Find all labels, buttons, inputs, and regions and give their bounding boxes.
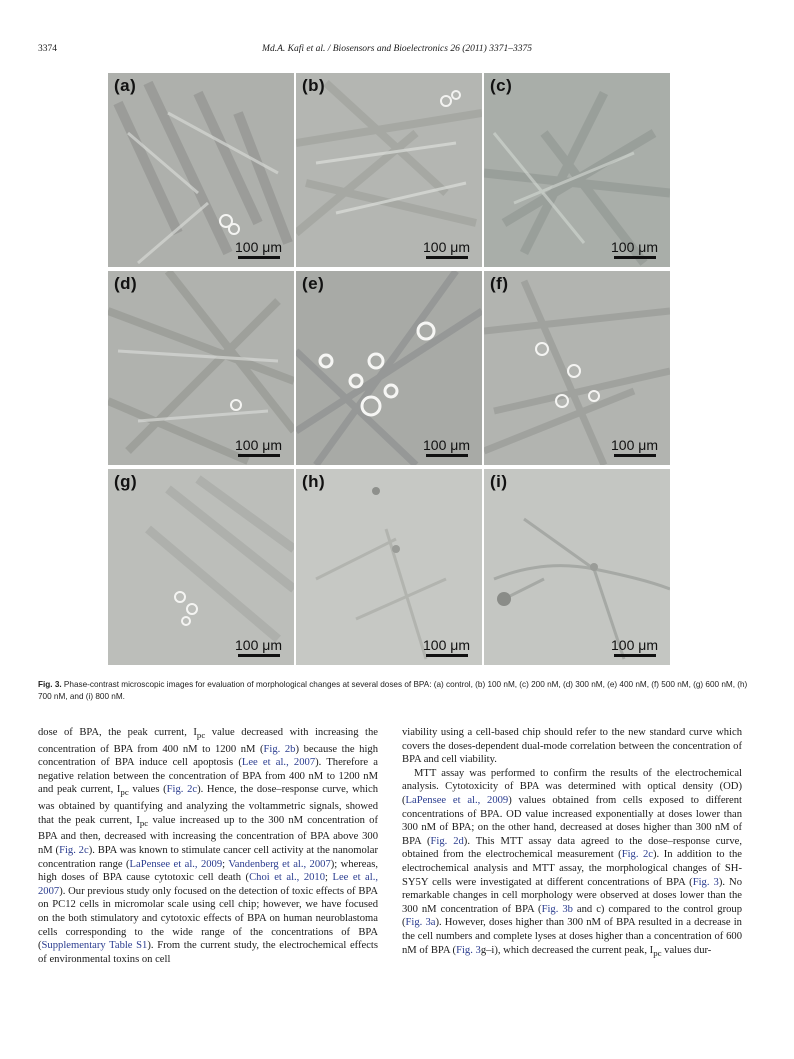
- page-number: 3374: [38, 44, 57, 54]
- scale-bar: [426, 256, 468, 259]
- body-column-right: [402, 726, 742, 960]
- panel-label: (g): [114, 472, 138, 491]
- text-run: ). Therefore a negative relation between the concentration of BPA from 400 nM to 1200 nM and peak current, I: [38, 757, 378, 796]
- citation-link[interactable]: Fig. 3b: [541, 903, 573, 915]
- panel-label: (a): [114, 76, 137, 95]
- panel-label: (c): [490, 76, 513, 95]
- scale-bar-label: 100 μm: [611, 437, 658, 453]
- citation-link[interactable]: Fig. 3a: [405, 917, 436, 929]
- text-run: and c) compared to the control group (: [402, 903, 743, 929]
- scale-bar-label: 100 μm: [235, 239, 282, 255]
- paragraph: viability using a cell-based chip should refer to the new standard curve which covers the doses-dependent dual-mode correlation between the concentration of BPA and cell viability.: [402, 727, 742, 766]
- citation-link[interactable]: LaPensee et al., 2009: [129, 858, 223, 870]
- paragraph: [402, 767, 742, 960]
- subscript: pc: [139, 817, 149, 828]
- text-run: ). This MTT assay data agreed to the dose–response curve, obtained from the electrochemical measurement (: [402, 835, 742, 861]
- citation-link[interactable]: Vandenberg et al., 2007: [228, 858, 331, 870]
- text-run: ). However, doses higher than 300 nM of BPA resulted in a decrease in the cell numbers and complete lyses at doses higher than a concentration of 600 nM of BPA (: [402, 917, 742, 956]
- micrograph-a: [108, 73, 294, 267]
- panel-c: [484, 73, 670, 267]
- panel-label: (b): [302, 76, 326, 95]
- scale-bar: [614, 454, 656, 457]
- scale-bar-label: 100 μm: [235, 637, 282, 653]
- citation-link[interactable]: Lee et al., 2007: [38, 872, 378, 897]
- text-run: ;: [222, 858, 229, 870]
- text-run: ); whereas, high doses of BPA cause cytotoxic cell death (: [38, 858, 378, 884]
- citation-link[interactable]: Lee et al., 2007: [241, 757, 316, 769]
- micrograph-c: [484, 73, 670, 267]
- citation-link[interactable]: Supplementary Table S1: [41, 940, 148, 952]
- running-head: [38, 44, 756, 58]
- body-column-left: [38, 726, 378, 966]
- citation-link[interactable]: Fig. 2d: [430, 835, 464, 847]
- citation-link[interactable]: Fig. 2b: [263, 743, 296, 755]
- panel-b: [296, 73, 482, 267]
- panel-label: (f): [490, 274, 509, 293]
- subscript: pc: [196, 730, 206, 741]
- panel-label: (d): [114, 274, 138, 293]
- citation-link[interactable]: Fig. 2c: [59, 845, 89, 857]
- text-run: g–i), which decreased the current peak, I: [480, 944, 654, 956]
- text-run: ). BPA was known to stimulate cancer cell activity at the nanomolar concentration range (: [38, 845, 378, 870]
- citation-link[interactable]: Fig. 2c: [621, 849, 653, 861]
- scale-bar: [238, 256, 280, 259]
- scale-bar-label: 100 μm: [235, 437, 282, 453]
- figure-caption: [38, 679, 756, 703]
- panel-e: [296, 271, 482, 465]
- figure-3: [108, 73, 670, 665]
- text-run: ) values obtained from cells exposed to different concentrations of BPA. OD value increased exponentially at doses lower than 300 nM of BPA; on the other hand, decreased at doses higher than 300 nM of BPA (: [402, 794, 742, 847]
- panel-label: (e): [302, 274, 325, 293]
- text-run: ). Our previous study only focused on the detection of toxic effects of BPA on PC12 cells in micromolar scale using cell chip; however, we have focused on the both stimulatory and cytotoxic effects of BPA on human neuroblastoma cells corresponding to the wide range of the concentrations of BPA (: [38, 885, 378, 952]
- text-run: value increased up to the 300 nM concentration of BPA and then, decreased with increasing the concentration of BPA above 300 nM (: [38, 814, 379, 857]
- text-run: dose of BPA, the peak current, I: [38, 727, 197, 738]
- citation-link[interactable]: LaPensee et al., 2009: [405, 794, 509, 806]
- text-run: value decreased with increasing the concentration of BPA from 400 nM to 1200 nM (: [38, 727, 379, 755]
- citation-link[interactable]: Choi et al., 2010: [249, 872, 326, 884]
- scale-bar: [426, 654, 468, 657]
- caption-prefix: Fig. 3.: [38, 680, 62, 689]
- panel-label: (i): [490, 472, 508, 491]
- text-run: ). In addition to the electrochemical analysis and MTT assay, the morphological changes of SH-SY5Y cells were investigated at different concentrations of BPA (: [402, 849, 742, 888]
- scale-bar: [426, 454, 468, 457]
- paragraph: [38, 726, 378, 966]
- scale-bar: [614, 256, 656, 259]
- subscript: pc: [653, 947, 662, 958]
- panel-h: [296, 469, 482, 665]
- panel-g: [108, 469, 294, 665]
- citation-link[interactable]: Fig. 3: [692, 876, 719, 888]
- text-run: ;: [325, 872, 333, 884]
- citation-link[interactable]: Fig. 3: [456, 944, 481, 956]
- scale-bar-label: 100 μm: [611, 637, 658, 653]
- panel-label: (h): [302, 472, 326, 491]
- scale-bar: [614, 654, 656, 657]
- text-run: ). Hence, the dose–response curve, which was obtained by quantifying and analyzing the voltammetric signals, showed that the peak current, I: [38, 784, 378, 826]
- panel-f: [484, 271, 670, 465]
- micrograph-g: [108, 469, 294, 665]
- scale-bar-label: 100 μm: [423, 239, 470, 255]
- text-run: ). No remarkable changes in cell morphology were observed at doses lower than the 300 nM concentration of BPA (: [402, 876, 743, 915]
- micrograph-h: [296, 469, 482, 665]
- journal-citation: Md.A. Kafi et al. / Biosensors and Bioelectronics 26 (2011) 3371–3375: [262, 44, 532, 54]
- scale-bar: [238, 654, 280, 657]
- text-run: values (: [128, 784, 167, 796]
- subscript: pc: [120, 787, 129, 798]
- scale-bar-label: 100 μm: [611, 239, 658, 255]
- micrograph-d: [108, 271, 294, 465]
- text-run: ). From the current study, the electrochemical effects of environmental toxins on cell: [38, 940, 378, 965]
- micrograph-f: [484, 271, 670, 465]
- text-run: MTT assay was performed to confirm the results of the electrochemical analysis. Cytotoxicity of BPA was determined with optical density (OD) (: [402, 767, 742, 806]
- micrograph-e: [296, 271, 482, 465]
- panel-i: [484, 469, 670, 665]
- caption-text: Phase-contrast microscopic images for evaluation of morphological changes at several doses of BPA: (a) control, (b) 100 nM, (c) 200 nM, (d) 300 nM, (e) 400 nM, (f) 500 nM, (g) 600 nM, (h) 700 nM, and (i) 800 nM.: [38, 680, 748, 701]
- micrograph-b: [296, 73, 482, 267]
- scale-bar-label: 100 μm: [423, 437, 470, 453]
- panel-a: [108, 73, 294, 267]
- micrograph-i: [484, 469, 670, 665]
- panel-d: [108, 271, 294, 465]
- text-run: values dur-: [661, 944, 712, 956]
- scale-bar: [238, 454, 280, 457]
- scale-bar-label: 100 μm: [423, 637, 470, 653]
- text-run: ) because the high concentration of BPA induce cell apoptosis (: [38, 743, 379, 769]
- citation-link[interactable]: Fig. 2c: [166, 784, 198, 796]
